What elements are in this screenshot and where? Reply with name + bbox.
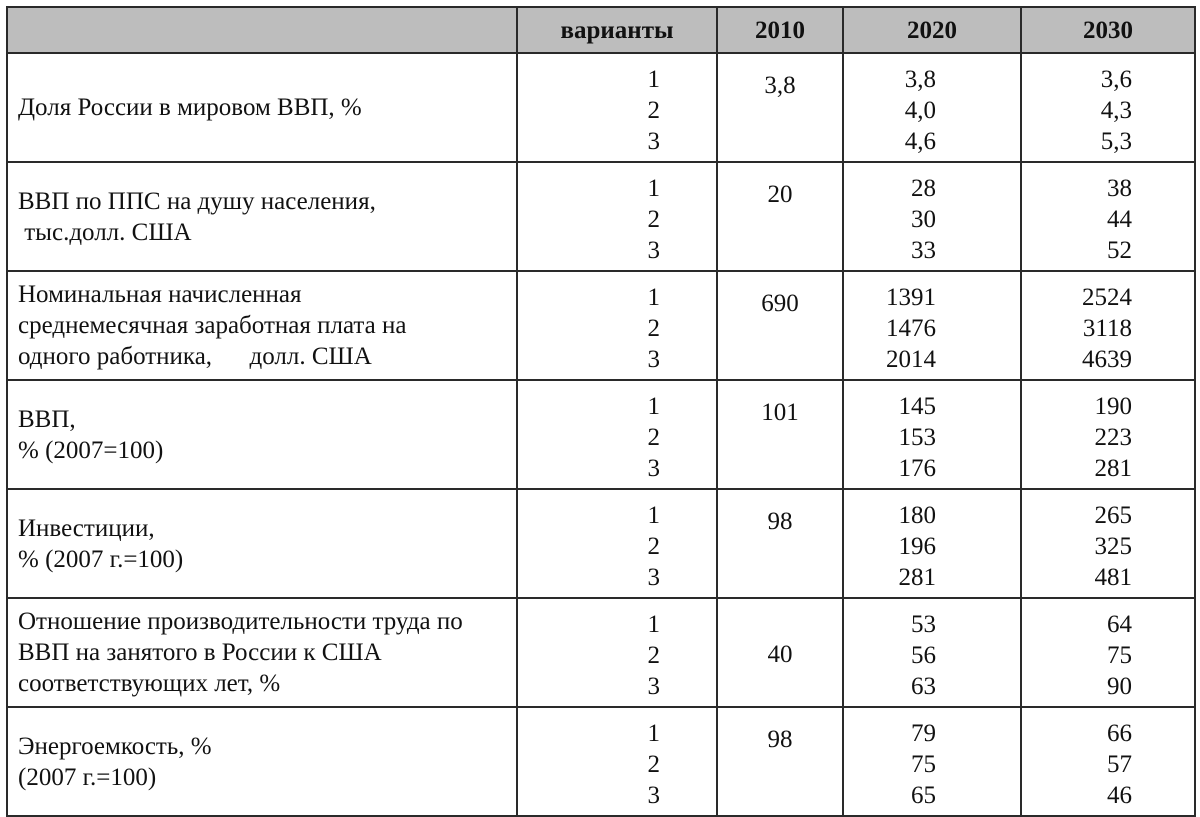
indicator-cell [7, 598, 517, 707]
variant-cell [517, 162, 717, 271]
value-2010: 690 [761, 290, 799, 317]
value-2010-cell [717, 598, 843, 707]
variant-cell [517, 271, 717, 380]
value-2030-cell-value: 190 [1094, 393, 1132, 420]
variant-cell-value: 1 [647, 284, 660, 311]
variant-cell-values [518, 391, 716, 484]
value-2020-cell-value: 180 [898, 502, 936, 529]
value-2020-cell-value: 1476 [886, 315, 936, 342]
value-2010: 101 [761, 399, 799, 426]
value-2030-cell [1021, 53, 1195, 162]
value-2030-cell [1021, 380, 1195, 489]
variant-cell [517, 380, 717, 489]
value-2030-cell-values [1022, 64, 1194, 157]
value-2030-cell [1021, 598, 1195, 707]
value-2030-cell-values [1022, 391, 1194, 484]
value-2020-cell-value: 176 [898, 455, 936, 482]
value-2020-cell-value: 56 [911, 642, 936, 669]
variant-cell [517, 489, 717, 598]
value-2010: 20 [767, 181, 793, 208]
value-2020-cell-value: 53 [911, 611, 936, 638]
value-2020-cell [843, 489, 1021, 598]
variant-cell-value: 2 [647, 751, 660, 778]
value-2020-cell-value: 79 [911, 720, 936, 747]
header-2020: 2020 [843, 7, 1021, 53]
value-2030-cell-value: 281 [1094, 455, 1132, 482]
value-2010: 98 [767, 508, 793, 535]
indicator-label-line: Энергоемкость, % [18, 732, 212, 760]
value-2030-cell-value: 325 [1094, 533, 1132, 560]
variant-cell-value: 3 [647, 237, 660, 264]
variant-cell-value: 1 [647, 66, 660, 93]
indicator-cell [7, 53, 517, 162]
value-2030-cell-value: 2524 [1082, 284, 1132, 311]
table-row [7, 162, 1195, 271]
table-header-row [7, 7, 1195, 53]
indicator-label-line: Отношение производительности труда по [18, 608, 463, 635]
value-2030-cell-value: 64 [1107, 611, 1132, 638]
value-2020-cell-value: 3,8 [904, 66, 936, 93]
value-2020-cell [843, 271, 1021, 380]
value-2020-cell [843, 707, 1021, 816]
variant-cell-value: 3 [647, 455, 660, 482]
indicator-cell [7, 162, 517, 271]
value-2010-cell [717, 53, 843, 162]
variant-cell-value: 2 [647, 97, 660, 124]
indicator-label-line: % (2007 г.=100) [18, 545, 184, 573]
value-2020-cell-value: 63 [911, 673, 936, 700]
value-2020-cell-value: 1391 [886, 284, 936, 311]
variant-cell-value: 2 [647, 642, 660, 669]
value-2030-cell-value: 4639 [1082, 346, 1132, 373]
value-2010: 3,8 [764, 72, 796, 99]
variant-cell-values [518, 609, 716, 702]
value-2020-cell [843, 380, 1021, 489]
value-2020-cell-value: 65 [911, 782, 936, 809]
indicator-label-line: ВВП, [18, 405, 76, 433]
value-2030-cell-value: 75 [1107, 642, 1132, 669]
value-2030-cell-value: 3,6 [1100, 66, 1132, 93]
indicator-label-line: Номинальная начисленная [18, 281, 302, 308]
header-2010: 2010 [717, 7, 843, 53]
value-2030-cell-value: 4,3 [1100, 97, 1132, 124]
variant-cell-values [518, 282, 716, 375]
table-body [7, 53, 1195, 816]
indicator-label-line: Инвестиции, [18, 514, 155, 542]
indicator-label-line: (2007 г.=100) [18, 763, 157, 791]
variant-cell-values [518, 500, 716, 593]
value-2010: 40 [767, 641, 793, 668]
indicator-cell [7, 271, 517, 380]
value-2010-cell [717, 162, 843, 271]
indicator-label-line: % (2007=100) [18, 436, 164, 464]
value-2020-cell-value: 153 [898, 424, 936, 451]
indicator-label-line: ВВП по ППС на душу населения, [18, 187, 376, 215]
value-2030-cell-value: 223 [1094, 424, 1132, 451]
variant-cell-value: 3 [647, 673, 660, 700]
value-2030-cell-values [1022, 173, 1194, 266]
table-row [7, 271, 1195, 380]
value-2020-cell [843, 598, 1021, 707]
value-2020-cell [843, 53, 1021, 162]
variant-cell [517, 707, 717, 816]
value-2020-cell-values [844, 64, 1020, 157]
table-row [7, 707, 1195, 816]
variant-cell-value: 1 [647, 175, 660, 202]
value-2020-cell-values [844, 391, 1020, 484]
value-2030-cell-values [1022, 718, 1194, 811]
variant-cell-value: 3 [647, 128, 660, 155]
variant-cell-value: 1 [647, 611, 660, 638]
variant-cell [517, 53, 717, 162]
value-2020-cell-value: 28 [911, 175, 936, 202]
indicator-cell [7, 489, 517, 598]
value-2020-cell-value: 281 [898, 564, 936, 591]
variant-cell-value: 3 [647, 564, 660, 591]
value-2030-cell [1021, 489, 1195, 598]
value-2020-cell-value: 30 [911, 206, 936, 233]
value-2010-cell [717, 271, 843, 380]
indicator-cell [7, 380, 517, 489]
header-indicator [7, 7, 517, 53]
value-2030-cell-value: 52 [1107, 237, 1132, 264]
value-2020-cell-values [844, 282, 1020, 375]
indicator-label-line: Доля России в мировом ВВП, % [18, 94, 362, 121]
indicator-label-line: тыс.долл. США [18, 218, 192, 246]
value-2030-cell-value: 38 [1107, 175, 1132, 202]
value-2020-cell-values [844, 609, 1020, 702]
value-2020-cell-value: 33 [911, 237, 936, 264]
variant-cell-value: 1 [647, 502, 660, 529]
value-2020-cell [843, 162, 1021, 271]
variant-cell-value: 2 [647, 424, 660, 451]
value-2020-cell-value: 4,0 [904, 97, 936, 124]
forecast-table [6, 6, 1196, 817]
table-row [7, 380, 1195, 489]
value-2020-cell-value: 75 [911, 751, 936, 778]
value-2030-cell-value: 44 [1107, 206, 1132, 233]
variant-cell-value: 1 [647, 720, 660, 747]
variant-cell-values [518, 718, 716, 811]
table-row [7, 53, 1195, 162]
value-2030-cell-value: 481 [1094, 564, 1132, 591]
value-2030-cell-value: 46 [1107, 782, 1132, 809]
indicator-label-line: одного работника, долл. США [18, 343, 372, 370]
value-2020-cell-values [844, 500, 1020, 593]
value-2030-cell-values [1022, 500, 1194, 593]
value-2030-cell [1021, 707, 1195, 816]
variant-cell [517, 598, 717, 707]
variant-cell-value: 3 [647, 346, 660, 373]
value-2010-cell [717, 707, 843, 816]
table-row [7, 598, 1195, 707]
value-2020-cell-values [844, 718, 1020, 811]
value-2030-cell-value: 66 [1107, 720, 1132, 747]
value-2010-cell [717, 489, 843, 598]
variant-cell-value: 1 [647, 393, 660, 420]
variant-cell-value: 2 [647, 315, 660, 342]
variant-cell-values [518, 64, 716, 157]
table-row [7, 489, 1195, 598]
value-2020-cell-value: 196 [898, 533, 936, 560]
value-2030-cell-values [1022, 609, 1194, 702]
variant-cell-value: 3 [647, 782, 660, 809]
value-2020-cell-value: 2014 [886, 346, 936, 373]
value-2030-cell-value: 57 [1107, 751, 1132, 778]
indicator-label-line: среднемесячная заработная плата на [18, 312, 407, 339]
value-2020-cell-values [844, 173, 1020, 266]
header-2030: 2030 [1021, 7, 1195, 53]
variant-cell-value: 2 [647, 533, 660, 560]
value-2020-cell-value: 4,6 [904, 128, 936, 155]
value-2030-cell-value: 5,3 [1100, 128, 1132, 155]
indicator-cell [7, 707, 517, 816]
variant-cell-values [518, 173, 716, 266]
header-variants: варианты [517, 7, 717, 53]
value-2030-cell-value: 3118 [1082, 315, 1132, 342]
value-2020-cell-value: 145 [898, 393, 936, 420]
value-2030-cell [1021, 162, 1195, 271]
value-2010: 98 [767, 726, 793, 753]
indicator-label-line: ВВП на занятого в России к США [18, 639, 382, 666]
value-2030-cell-values [1022, 282, 1194, 375]
indicator-label-line: соответствующих лет, % [18, 670, 281, 697]
value-2010-cell [717, 380, 843, 489]
variant-cell-value: 2 [647, 206, 660, 233]
value-2030-cell-value: 90 [1107, 673, 1132, 700]
value-2030-cell-value: 265 [1094, 502, 1132, 529]
value-2030-cell [1021, 271, 1195, 380]
